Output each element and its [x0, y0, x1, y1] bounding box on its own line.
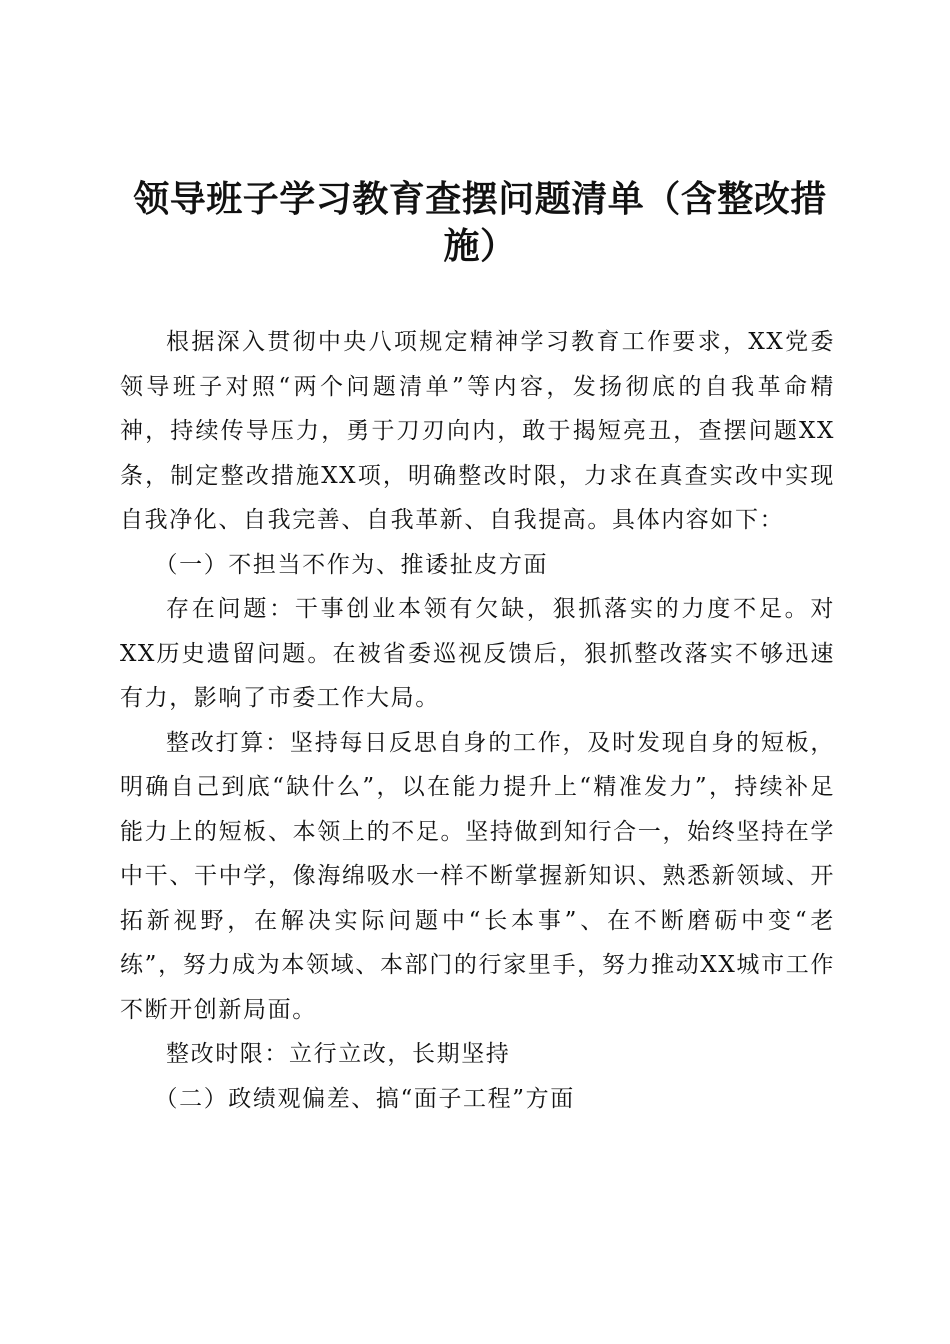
plan-paragraph: 整改打算：坚持每日反思自身的工作，及时发现自身的短板，明确自己到底“缺什么”，以在能力提升上“精准发力”，持续补足能力上的短板、本领上的不足。坚持做到知行合一，始终坚持在学中干、干中学，像海绵吸水一样不断掌握新知识、熟悉新领域、开拓新视野，在解决实际问题中“长本事”、在不断磨砺中变“老练”，努力成为本领域、本部门的行家里手，努力推动XX城市工作不断开创新局面。 [120, 729, 835, 1023]
intro-paragraph: 根据深入贯彻中央八项规定精神学习教育工作要求，XX党委领导班子对照“两个问题清单”等内容，发扬彻底的自我革命精神，持续传导压力，勇于刀刃向内，敢于揭短亮丑，查摆问题XX条，制定整改措施XX项，明确整改时限，力求在真查实改中实现自我净化、自我完善、自我革新、自我提高。具体内容如下： [120, 329, 835, 533]
section-heading-1-text: （一）不担当不作为、推诿扯皮方面 [154, 551, 549, 578]
deadline-paragraph: 整改时限：立行立改，长期坚持 [166, 1041, 511, 1067]
document-body [120, 320, 835, 1121]
document-title: 领导班子学习教育查摆问题清单（含整改措施） [133, 178, 827, 267]
section-heading-2-text: （二）政绩观偏差、搞“面子工程”方面 [154, 1085, 575, 1112]
section-heading-2 [120, 1077, 835, 1122]
section-heading-1 [120, 543, 835, 588]
problem-paragraph: 存在问题：干事创业本领有欠缺，狠抓落实的力度不足。对XX历史遗留问题。在被省委巡视反馈后，狠抓整改落实不够迅速有力，影响了市委工作大局。 [120, 596, 835, 711]
